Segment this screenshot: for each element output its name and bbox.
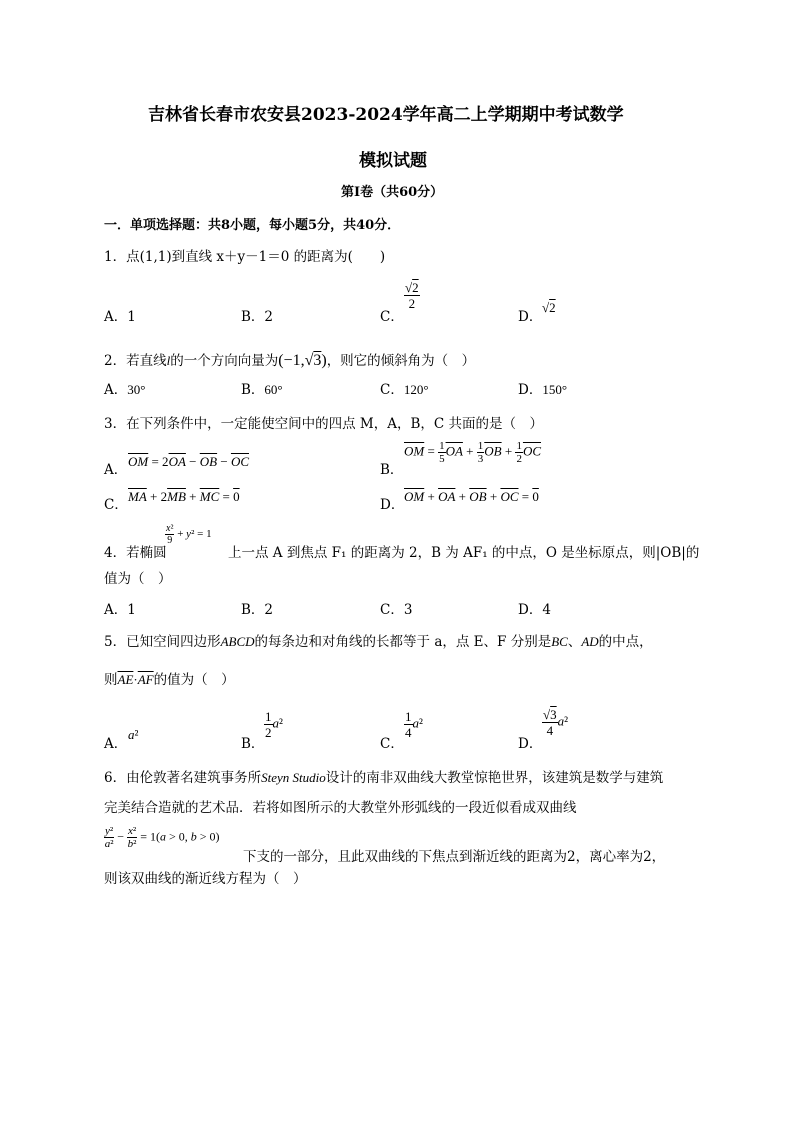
page-title-line1: 吉林省长春市农安县2023-2024学年高二上学期期中考试数学: [148, 105, 624, 125]
q3-option-a: A．: [104, 462, 128, 478]
q6-line3: 下支的一部分，且此双曲线的下焦点到渐近线的距离为2，离心率为2，: [243, 849, 666, 865]
q1-option-d: D．: [518, 309, 543, 325]
q2-option-c: C．120°: [380, 382, 429, 398]
q5-option-a: A．: [104, 736, 128, 752]
q5-option-b-math: $\frac{1}{2}$ a²: [265, 709, 283, 740]
q5-option-d-math: $\frac{√3}{4}$ a²: [543, 707, 569, 738]
q4-stem-cont: 上一点 A 到焦点 F₁ 的距离为 2，B 为 AF₁ 的中点，O 是坐标原点，则|OB|的: [228, 545, 700, 561]
q5-option-d: D．: [518, 736, 543, 752]
q4-option-a: A．1: [104, 602, 136, 618]
q1-option-a: A．1: [104, 309, 136, 325]
q5-stem: 5．已知空间四边形ABCD的每条边和对角线的长都等于 a，点 E、F 分别是BC、AD的中点，: [104, 634, 653, 650]
q3-option-d: D．: [380, 497, 405, 513]
part-title: 第Ⅰ卷（共60分）: [341, 185, 444, 200]
q4-stem-end: 值为（ ）: [104, 571, 172, 587]
q4-stem: 4．若椭圆: [104, 545, 167, 561]
q3-stem: 3．在下列条件中，一定能使空间中的四点 M，A，B，C 共面的是（ ）: [104, 416, 543, 432]
q2-stem: 2．若直线l的一个方向向量为(−1,√3)，则它的倾斜角为（ ）: [104, 352, 476, 369]
q5-option-c-math: $\frac{1}{4}$ a²: [405, 709, 423, 740]
q3-option-c: C．: [104, 497, 128, 513]
q1-option-b: B．2: [241, 309, 274, 325]
q2-option-d: D．150°: [518, 382, 568, 398]
q4-ellipse-math: $\frac{\text{x²}}{9}$ + y² = 1: [166, 523, 212, 546]
q3-option-b: B．: [380, 462, 404, 478]
q6-hyperbola-math: $\frac{\text{y²}}{\text{a²}}$ − $\frac{\text{x²}}{\text{b²}}$ = 1(a > 0, b > 0): [104, 825, 220, 850]
q5-option-c: C．: [380, 736, 404, 752]
q2-option-a: A．30°: [104, 382, 146, 398]
section-title: 一．单项选择题：共8小题，每小题5分，共40分．: [104, 218, 401, 233]
q1-option-c-math: $\frac{√2}{2}$: [405, 280, 419, 311]
q2-option-b: B．60°: [241, 382, 283, 398]
q3-option-a-math: $\overline{OM} = 2\overline{OA} - \overline{OB} - \overline{OC}$: [128, 454, 249, 469]
q4-option-c: C．3: [380, 602, 413, 618]
q3-option-c-math: $\overline{MA} + 2\overline{MB} + \overline{MC} = 0$: [128, 489, 240, 504]
q3-option-b-math: $\overline{OM}$ = $\frac{1}{5}$ $\overline{OA}$ + $\frac{1}{3}$ $\overline{OB}$ + $\frac{1}{2}$ $\overline{OC}$: [404, 440, 541, 465]
q1-option-d-math: √2: [542, 300, 556, 315]
q4-option-d: D．4: [518, 602, 551, 618]
q5-option-a-math: a²: [128, 727, 139, 742]
q6-line2: 完美结合造就的艺术品．若将如图所示的大教堂外形弧线的一段近似看成双曲线: [104, 800, 577, 816]
page-title-line2: 模拟试题: [359, 151, 427, 171]
q5-option-b: B．: [241, 736, 265, 752]
q6-line4: 则该双曲线的渐近线方程为（ ）: [104, 871, 307, 887]
q3-option-d-math: $\overline{OM} + \overline{OA} + \overline{OB} + \overline{OC} = 0$: [404, 489, 539, 504]
q5-stem-2: 则$\overline{AE}\cdot\overline{AF}$的值为（ ）: [104, 672, 235, 688]
q6-line1: 6．由伦敦著名建筑事务所Steyn Studio设计的南非双曲线大教堂惊艳世界，该建筑是数学与建筑: [104, 770, 664, 786]
q4-option-b: B．2: [241, 602, 274, 618]
q1-option-c: C．: [380, 309, 404, 325]
q1-stem: 1．点(1,1)到直线 x＋y－1＝0 的距离为( ): [104, 249, 386, 265]
